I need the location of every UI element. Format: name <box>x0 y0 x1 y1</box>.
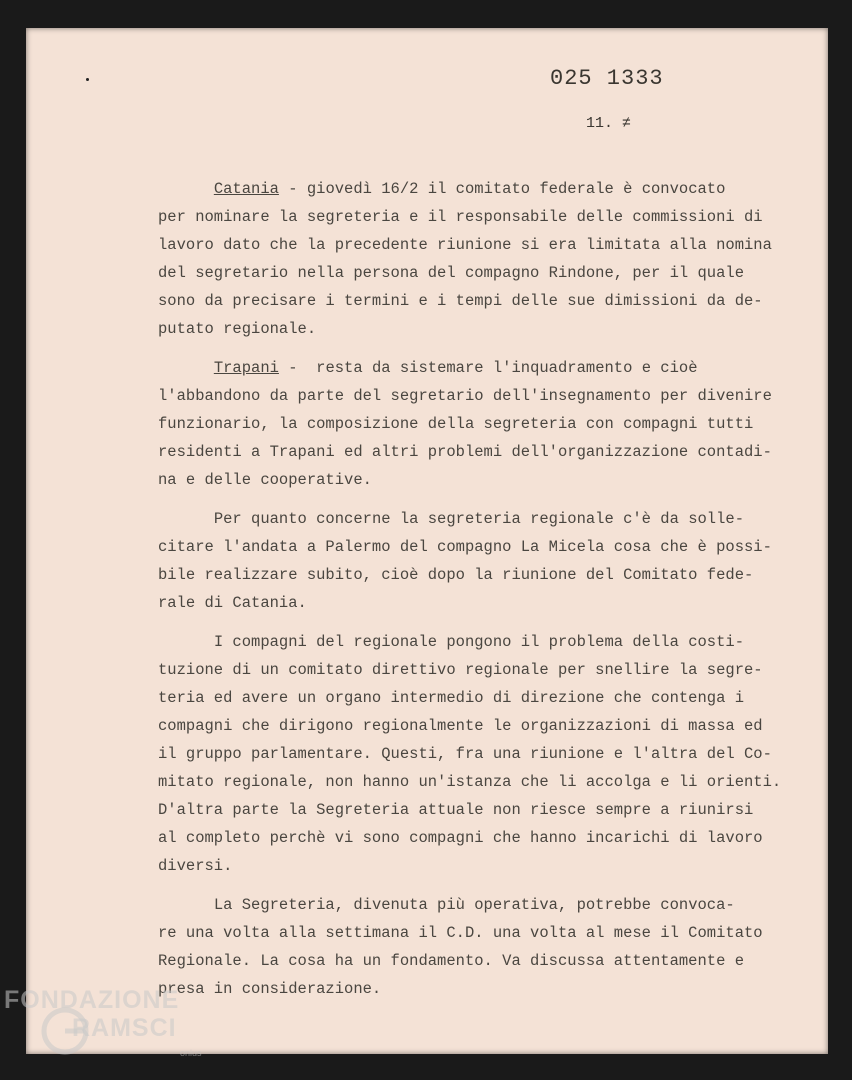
watermark-sub: onlus <box>180 1048 202 1058</box>
line-text: I compagni del regionale pongono il problema della costi- <box>213 633 744 651</box>
text-line <box>158 175 808 203</box>
line-text: Per quanto concerne la segreteria regionale c'è da solle- <box>213 510 744 528</box>
watermark-line1: FONDAZIONE <box>4 986 180 1014</box>
indent <box>158 180 214 198</box>
text-line <box>158 712 808 740</box>
fondazione-gramsci-watermark <box>4 986 214 1076</box>
text-line <box>158 354 808 382</box>
text-line <box>158 203 808 231</box>
line-text: residenti a Trapani ed altri problemi dell'organizzazione contadi- <box>158 443 772 461</box>
text-line <box>158 768 808 796</box>
page-number: 11. ≠ <box>586 115 632 132</box>
paragraph <box>158 505 808 617</box>
text-line <box>158 947 808 975</box>
paragraph <box>158 628 808 880</box>
line-text: bile realizzare subito, cioè dopo la riunione del Comitato fede- <box>158 566 754 584</box>
line-text: funzionario, la composizione della segreteria con compagni tutti <box>158 415 754 433</box>
indent <box>158 633 214 651</box>
text-line <box>158 824 808 852</box>
line-text: al completo perchè vi sono compagni che hanno incarichi di lavoro <box>158 829 763 847</box>
document-body <box>158 175 808 1014</box>
text-line <box>158 315 808 343</box>
text-line <box>158 466 808 494</box>
indent <box>158 510 214 528</box>
line-text: citare l'andata a Palermo del compagno La Micela cosa che è possi- <box>158 538 772 556</box>
text-line <box>158 259 808 287</box>
line-text: na e delle cooperative. <box>158 471 372 489</box>
paragraph <box>158 891 808 1003</box>
line-text: Regionale. La cosa ha un fondamento. Va discussa attentamente e <box>158 952 744 970</box>
line-text: sono da precisare i termini e i tempi delle sue dimissioni da de- <box>158 292 763 310</box>
line-text: lavoro dato che la precedente riunione si era limitata alla nomina <box>158 236 772 254</box>
line-text: del segretario nella persona del compagno Rindone, per il quale <box>158 264 744 282</box>
line-text: l'abbandono da parte del segretario dell'insegnamento per divenire <box>158 387 772 405</box>
indent <box>158 359 214 377</box>
paragraph <box>158 354 808 494</box>
text-line <box>158 505 808 533</box>
text-line <box>158 740 808 768</box>
text-line <box>158 589 808 617</box>
serial-number: 025 1333 <box>550 66 664 91</box>
line-text: teria ed avere un organo intermedio di direzione che contenga i <box>158 689 744 707</box>
indent <box>158 896 214 914</box>
text-line <box>158 796 808 824</box>
text-line <box>158 382 808 410</box>
line-text: re una volta alla settimana il C.D. una volta al mese il Comitato <box>158 924 763 942</box>
text-line <box>158 231 808 259</box>
line-text: per nominare la segreteria e il responsabile delle commissioni di <box>158 208 763 226</box>
line-text: - giovedì 16/2 il comitato federale è convocato <box>278 180 726 198</box>
line-text: mitato regionale, non hanno un'istanza che li accolga e li orienti. <box>158 773 782 791</box>
watermark-line2: RAMSCI <box>72 1014 177 1042</box>
line-text: La Segreteria, divenuta più operativa, potrebbe convoca- <box>213 896 735 914</box>
section-heading: Trapani <box>213 359 279 377</box>
line-text: il gruppo parlamentare. Questi, fra una riunione e l'altra del Co- <box>158 745 772 763</box>
text-line <box>158 628 808 656</box>
line-text: compagni che dirigono regionalmente le organizzazioni di massa ed <box>158 717 763 735</box>
paper-speck <box>86 78 89 81</box>
text-line <box>158 533 808 561</box>
section-heading: Catania <box>213 180 279 198</box>
text-line <box>158 684 808 712</box>
text-line <box>158 410 808 438</box>
paragraph <box>158 175 808 343</box>
text-line <box>158 287 808 315</box>
text-line <box>158 919 808 947</box>
line-text: rale di Catania. <box>158 594 307 612</box>
text-line <box>158 656 808 684</box>
text-line <box>158 438 808 466</box>
text-line <box>158 891 808 919</box>
line-text: tuzione di un comitato direttivo regionale per snellire la segre- <box>158 661 763 679</box>
text-line <box>158 561 808 589</box>
line-text: putato regionale. <box>158 320 317 338</box>
line-text: - resta da sistemare l'inquadramento e cioè <box>278 359 698 377</box>
line-text: presa in considerazione. <box>158 980 382 998</box>
line-text: D'altra parte la Segreteria attuale non riesce sempre a riunirsi <box>158 801 754 819</box>
line-text: diversi. <box>158 857 233 875</box>
text-line <box>158 852 808 880</box>
text-line <box>158 975 808 1003</box>
